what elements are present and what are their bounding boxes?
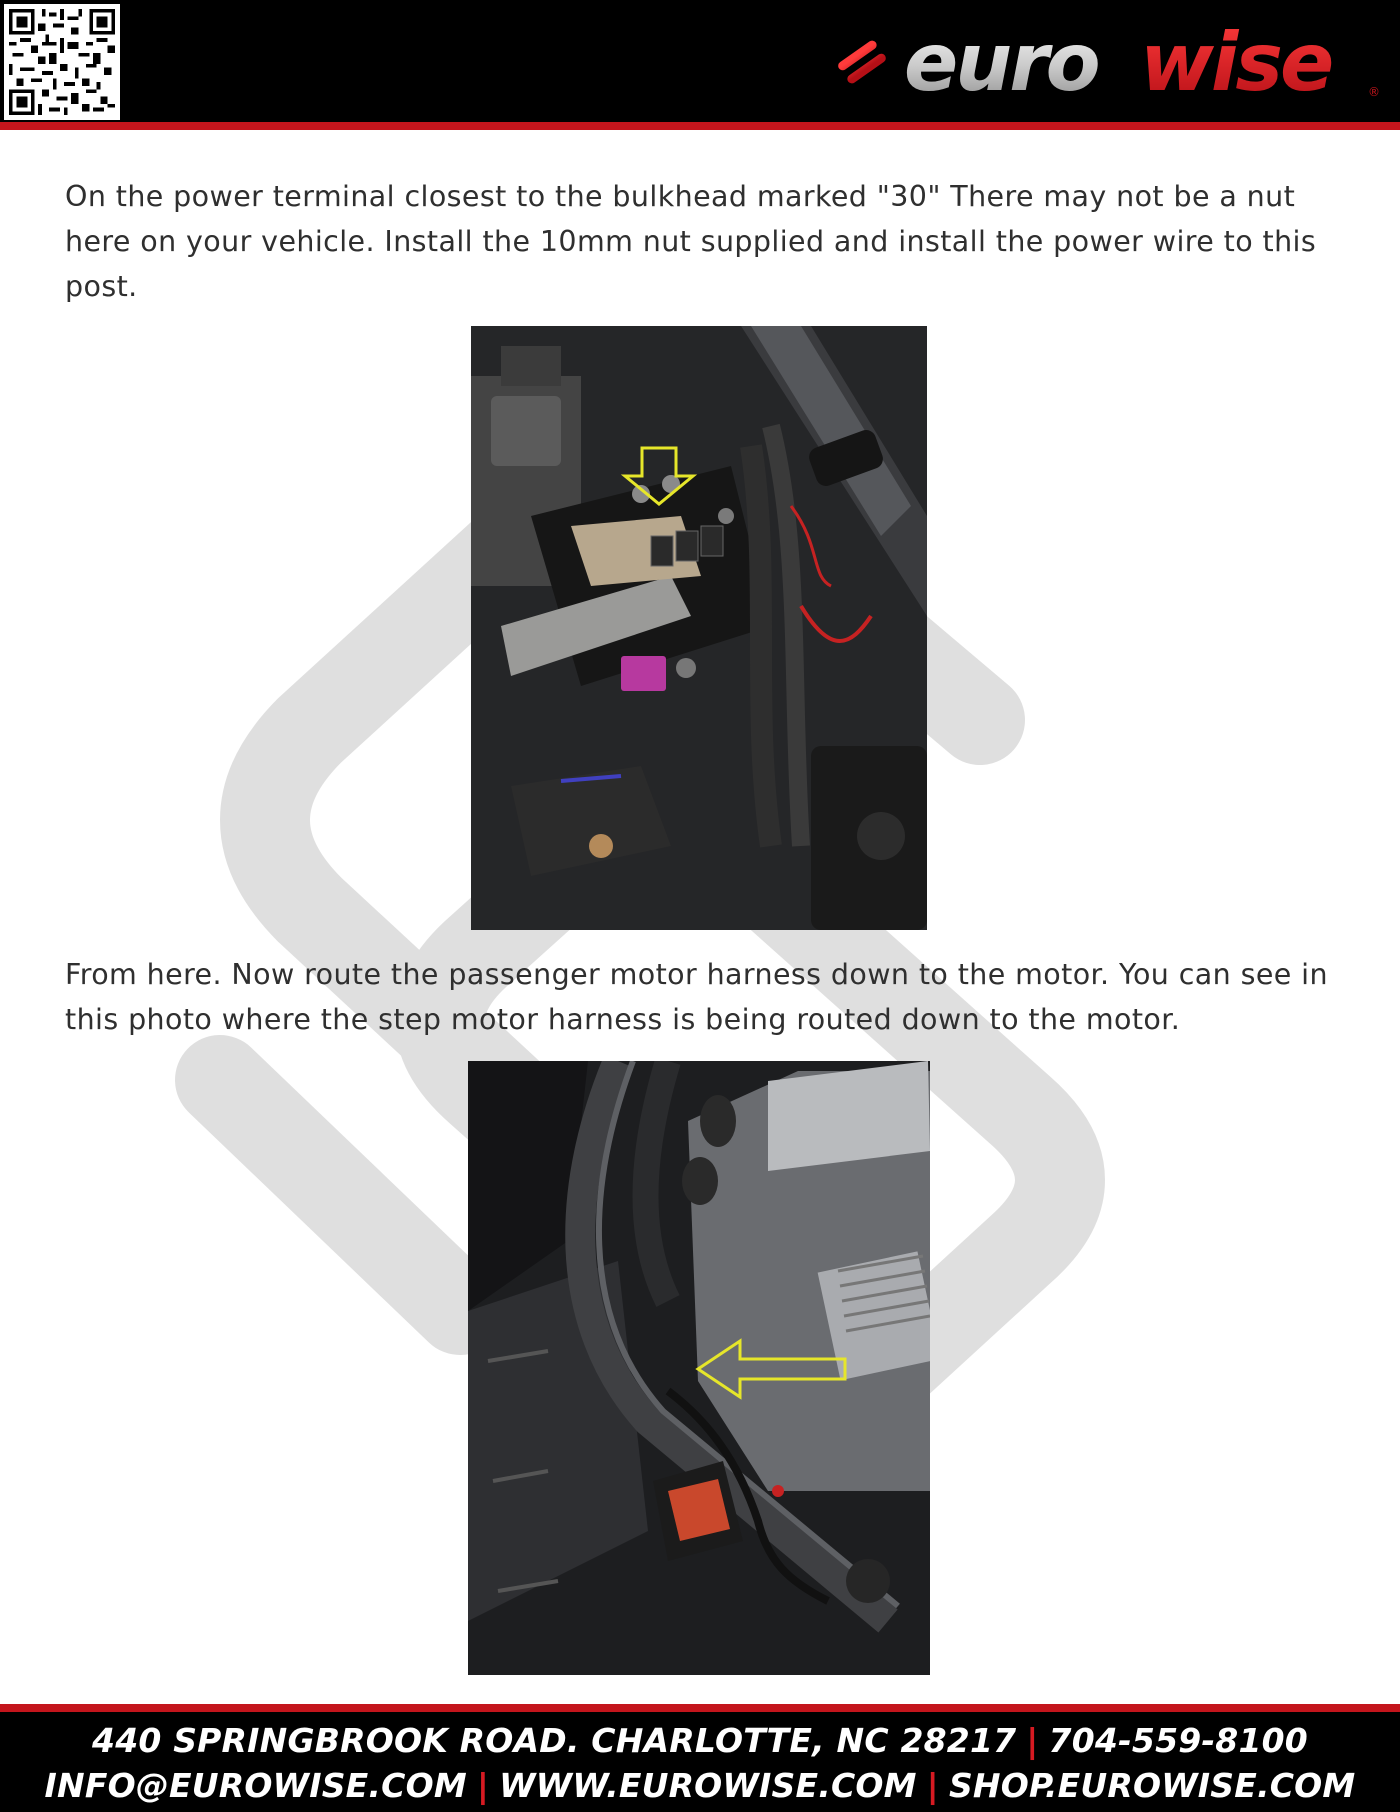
footer-website-link[interactable]: WWW.EUROWISE.COM (499, 1766, 917, 1805)
footer-separator: | (1026, 1721, 1039, 1760)
footer-contact-line (0, 1764, 1400, 1808)
header-rule (0, 122, 1400, 130)
footer-phone[interactable]: 704-559-8100 (1048, 1721, 1308, 1760)
instruction-paragraph-1: On the power terminal closest to the bulkhead marked "30" There may not be a nut here on your vehicle. Install the 10mm nut supplied and install the power wire to this post. (65, 180, 1317, 303)
footer-rule (0, 1704, 1400, 1712)
footer-address-line (0, 1719, 1400, 1763)
power-terminal-photo (471, 326, 927, 930)
footer-address: 440 SPRINGBROOK ROAD. CHARLOTTE, NC 28217 (92, 1721, 1017, 1760)
footer-separator: | (476, 1766, 490, 1805)
footer-shop-link[interactable]: SHOP.EUROWISE.COM (948, 1766, 1356, 1805)
harness-routing-photo (468, 1061, 930, 1675)
eurowise-logo[interactable] (822, 14, 1382, 110)
svg-text:®: ® (1368, 85, 1380, 99)
footer-email-link[interactable]: INFO@EUROWISE.COM (44, 1766, 467, 1805)
page-header (0, 0, 1400, 122)
qr-code[interactable] (4, 4, 120, 120)
svg-text:euro: euro (904, 16, 1098, 109)
page-footer (0, 1712, 1400, 1812)
svg-text:wise: wise (1140, 16, 1332, 109)
footer-separator: | (926, 1766, 939, 1805)
instruction-paragraph-2: From here. Now route the passenger motor harness down to the motor. You can see in this photo where the step motor harness is being routed down to the motor. (65, 958, 1328, 1036)
